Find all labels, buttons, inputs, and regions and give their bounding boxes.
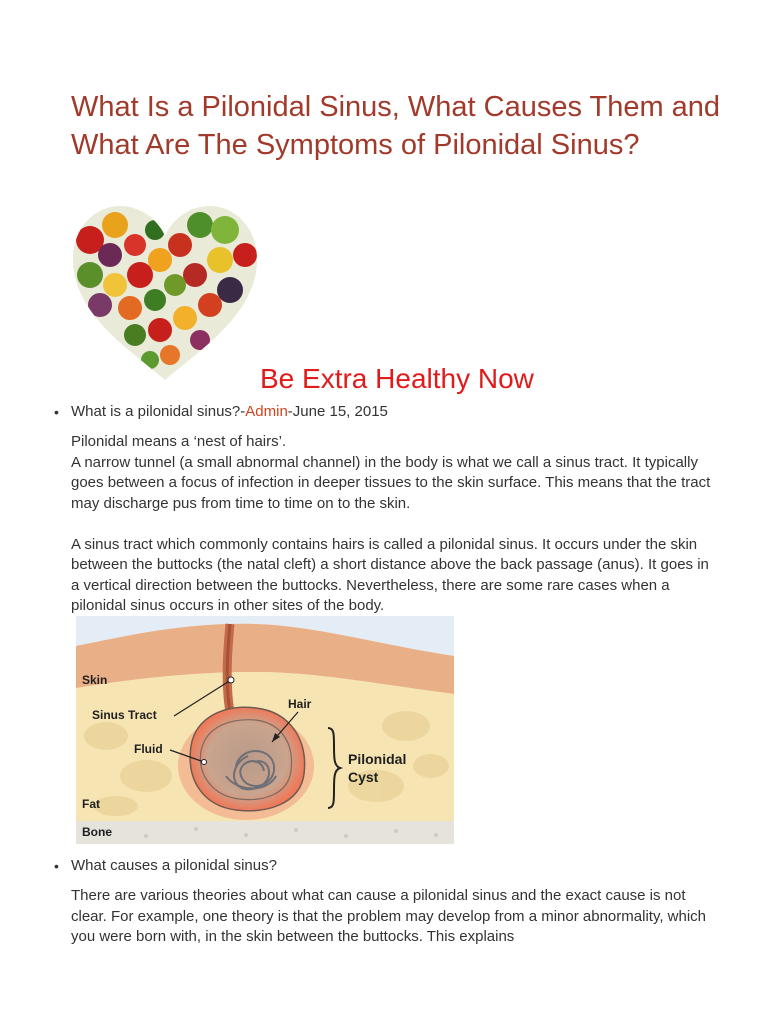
paragraph: A sinus tract which commonly contains hairs is called a pilonidal sinus. It occurs under the skin between the buttocks (the natal cleft) a short distance above the back passage (anus). It goes in a vertical direction between the buttocks. Nevertheless, there are some rare cases when a pilonidal sinus occurs in other sites of the body. [71,535,709,614]
section-2-body [71,886,711,948]
label-pilonidal: Pilonidal [348,751,407,767]
vegetable-heart-image [70,200,260,386]
label-bone: Bone [82,825,112,839]
label-fat: Fat [82,797,100,811]
label-skin: Skin [82,673,108,687]
question-text: What is a pilonidal sinus? [71,403,241,420]
label-sinus-tract: Sinus Tract [92,708,157,722]
separator: - [287,403,293,420]
separator: - [240,403,246,420]
page-title: What Is a Pilonidal Sinus, What Causes Them and What Are The Symptoms of Pilonidal Sinus? [71,91,721,161]
tagline: Be Extra Healthy Now [260,363,534,394]
bullet-icon: • [54,404,59,420]
section-1-body [71,432,711,617]
label-hair: Hair [288,697,312,711]
paragraph: A narrow tunnel (a small abnormal channel) in the body is what we call a sinus tract. It typically goes between a focus of infection in deeper tissues to the skin surface. This means that the tract may discharge pus from time to time on to the skin. [71,453,711,512]
paragraph: There are various theories about what can cause a pilonidal sinus and the exact cause is not clear. For example, one theory is that the problem may develop from a minor abnormality, which you were born with, in the skin between the buttocks. This explains [71,887,707,945]
pilonidal-sinus-diagram [76,616,454,844]
post-date: June 15, 2015 [292,403,388,420]
paragraph: Pilonidal means a ‘nest of hairs’. [71,433,287,450]
bullet-icon: • [54,858,59,874]
author-link[interactable]: Admin [245,403,288,420]
label-cyst: Cyst [348,769,379,785]
label-fluid: Fluid [134,742,163,756]
question-text: What causes a pilonidal sinus? [71,857,277,874]
